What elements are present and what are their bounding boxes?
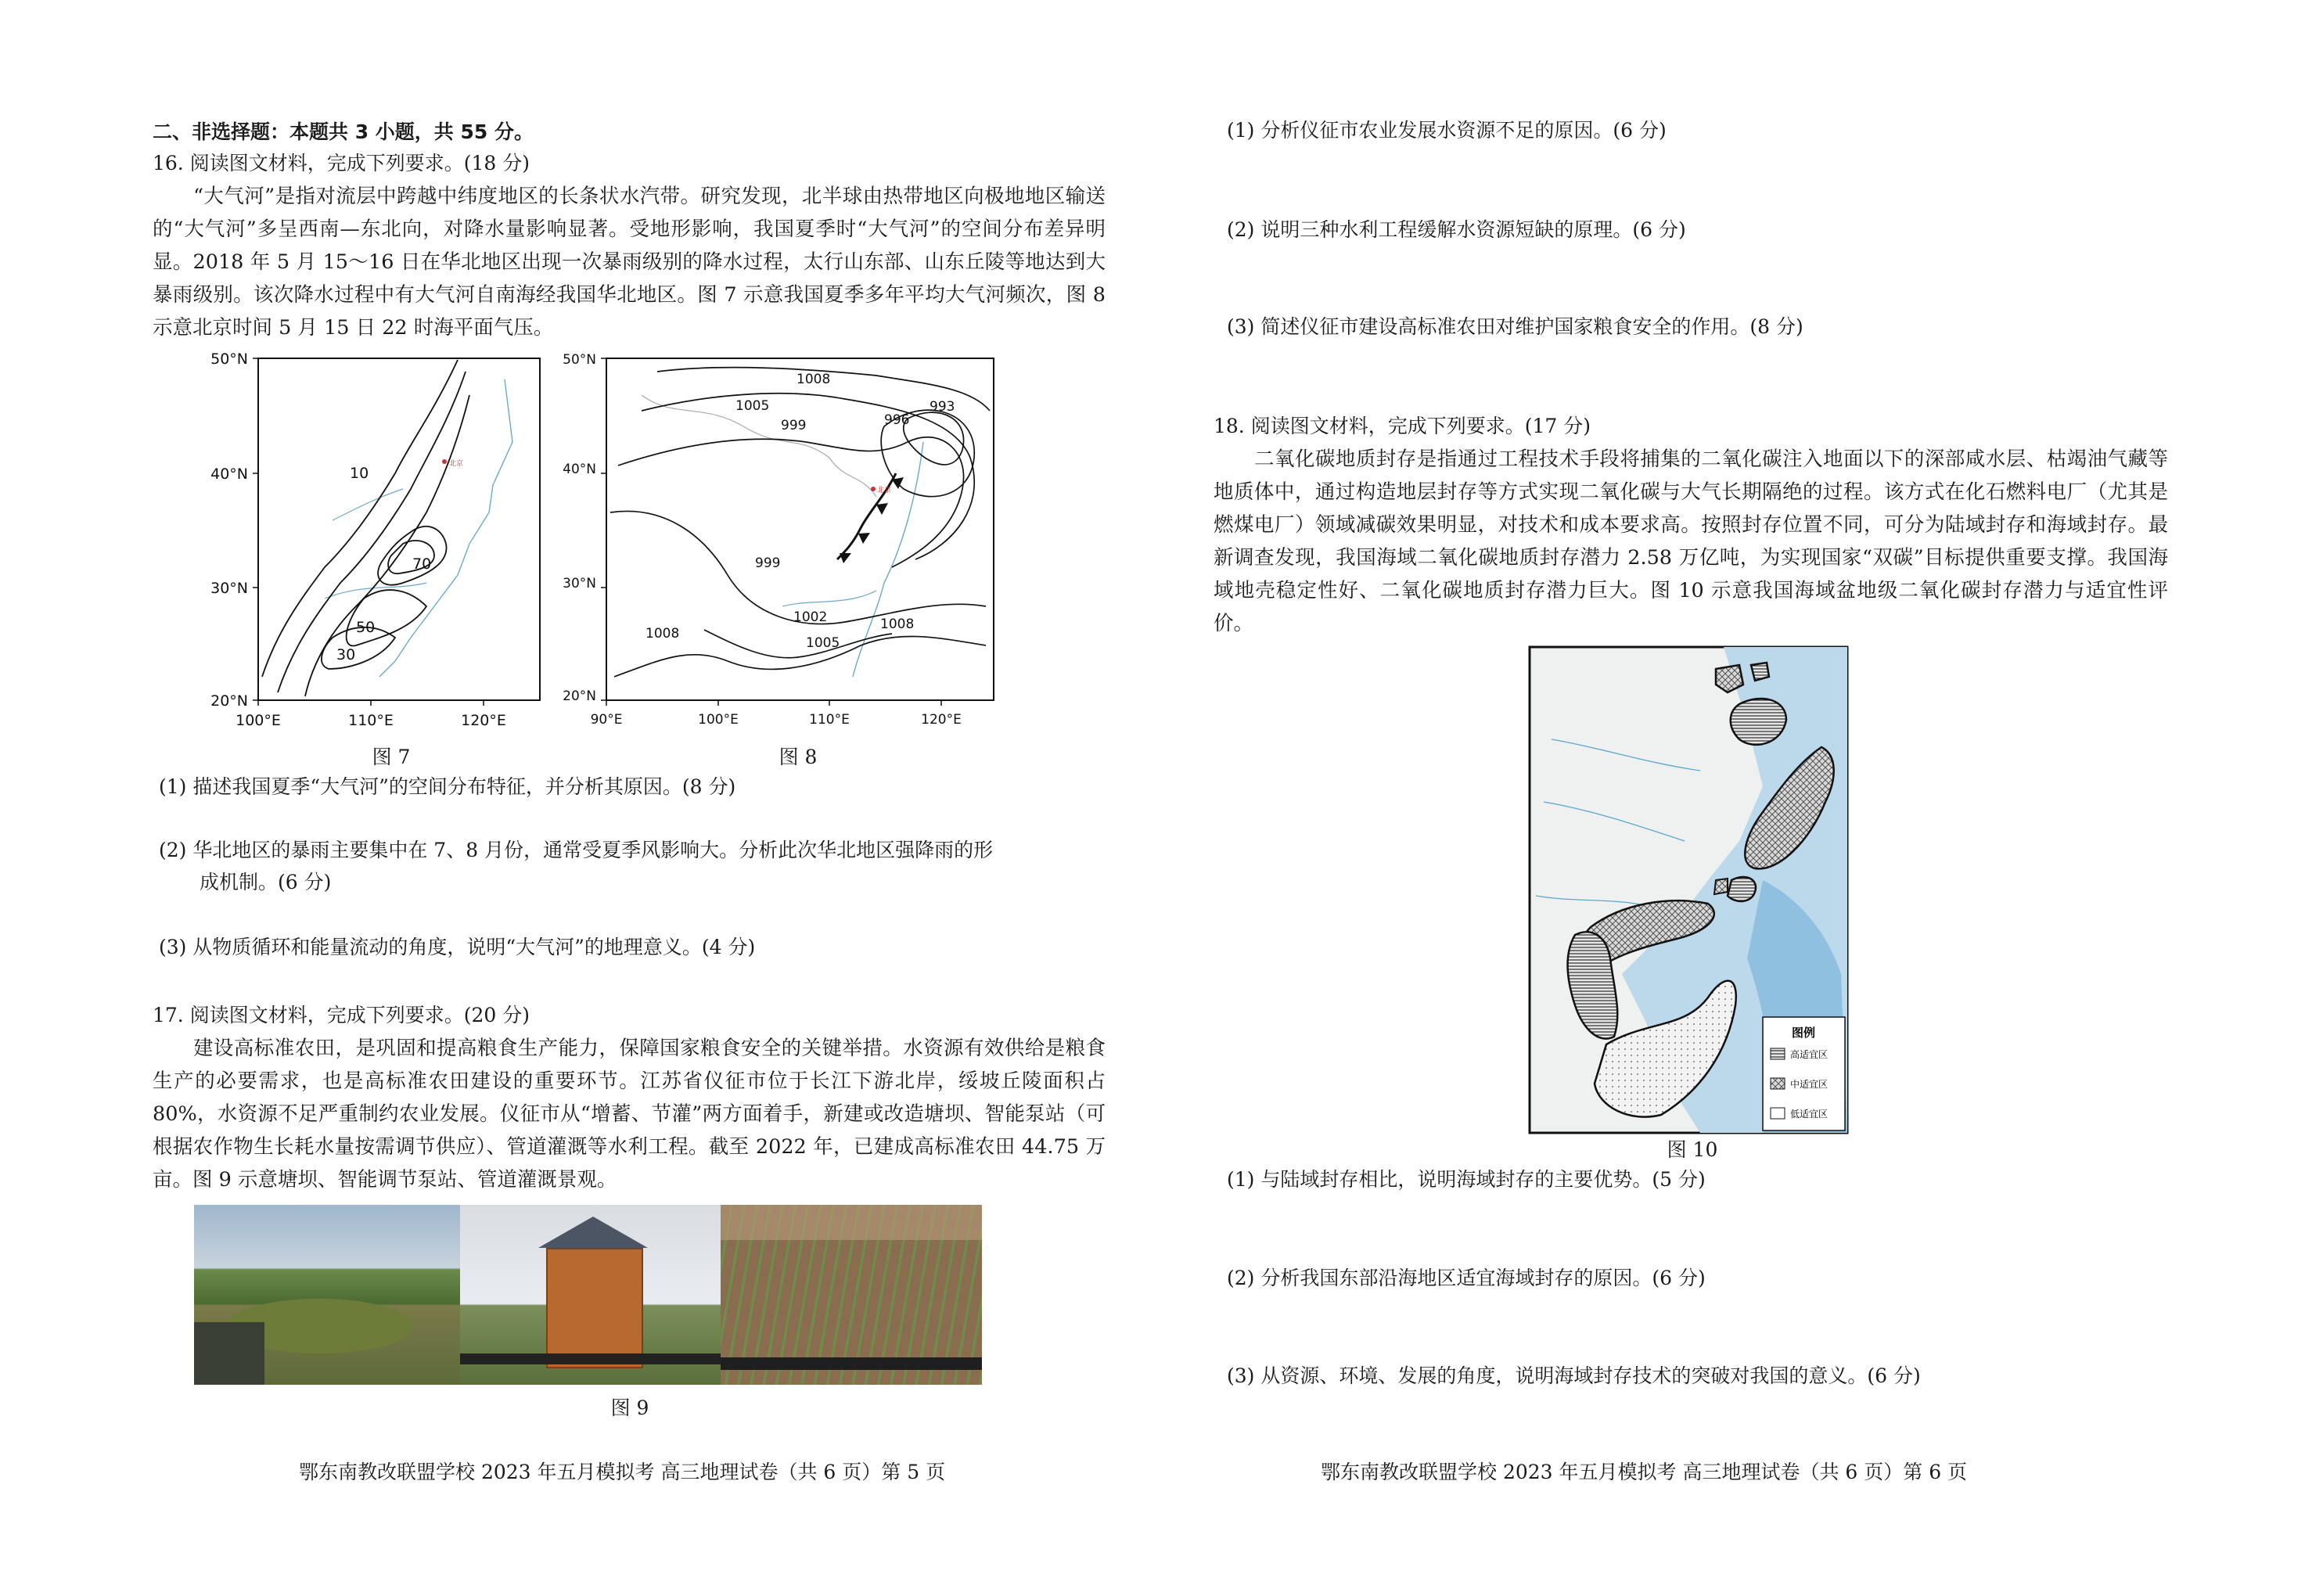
photo-pump-station [460,1205,721,1385]
q17-sub3: (3) 简述仪征市建设高标准农田对维护国家粮食安全的作用。(8 分) [1227,315,1803,338]
legend-label-mid: 中适宜区 [1790,1079,1829,1090]
pump-roof [538,1217,648,1248]
q17-sub1: (1) 分析仪征市农业发展水资源不足的原因。(6 分) [1227,119,1667,142]
fig7-xtick-2: 120°E [461,712,506,729]
q18-header: 18. 阅读图文材料，完成下列要求。(17 分) [1214,415,1591,437]
fig7-contour-label-50: 50 [356,619,376,636]
q18-sub1: (1) 与陆域封存相比，说明海域封存的主要优势。(5 分) [1227,1168,1706,1191]
pond-bank [194,1322,264,1385]
fig8-isobar-label-0: 1008 [797,372,831,387]
fig7-contour-label-10: 10 [350,465,369,482]
legend-swatch-high [1771,1048,1785,1059]
fig8-isobar-label-5: 999 [755,555,781,571]
q18-sub2: (2) 分析我国东部沿海地区适宜海域封存的原因。(6 分) [1227,1267,1706,1289]
fig8-caption: 图 8 [779,746,818,768]
fig9-caption: 图 9 [610,1396,649,1419]
page-6 [1152,0,2305,1596]
fig8-xtick-0: 90°E [590,712,623,728]
fig8-city-label: 北京 [877,487,892,494]
fig7-frame [258,358,540,700]
pump-pipe [460,1353,721,1364]
legend-swatch-low [1771,1108,1785,1119]
q17-header: 17. 阅读图文材料，完成下列要求。(20 分) [153,1004,530,1026]
fig8-ytick-3: 20°N [563,688,596,704]
footer-page-5: 鄂东南教改联盟学校 2023 年五月模拟考 高三地理试卷（共 6 页）第 5 页 [299,1461,946,1483]
q18-material: 二氧化碳地质封存是指通过工程技术手段将捕集的二氧化碳注入地面以下的深部咸水层、枯竭油气藏等地质体中，通过构造地层封存等方式实现二氧化碳与大气长期隔绝的过程。该方式在化石燃料电厂（尤其是燃煤电厂）领域减碳效果明显，对技术和成本要求高。按照封存位置不同，可分为陆域封存和海域封存。最新调查发现，我国海域二氧化碳地质封存潜力 2.58 万亿吨，为实现国家“双碳”目标提供重要支撑。我国海域地壳稳定性好、二氧化碳地质封存潜力巨大。图 10 示意我国海域盆地级二氧化碳封存潜力与适宜性评价。 [1214,448,2168,635]
fig8-ytick-2: 30°N [563,576,596,591]
fig8-isobar-label-2: 999 [781,418,807,433]
q16-sub1: (1) 描述我国夏季“大气河”的空间分布特征，并分析其原因。(8 分) [159,775,736,798]
fig7-contour-label-70: 70 [412,555,432,573]
fig7-ytick-2: 30°N [210,580,248,597]
section-title: 二、非选择题：本题共 3 小题，共 55 分。 [153,120,534,143]
photo-pond [194,1205,460,1385]
fig8-isobar-label-6: 1002 [793,609,828,625]
fig7-city-label: 北京 [449,460,464,468]
q16-sub2-line2: 成机制。(6 分) [200,871,332,893]
field-horizon [721,1205,982,1240]
irrigation-pipe [721,1357,982,1370]
q17-sub2: (2) 说明三种水利工程缓解水资源短缺的原理。(6 分) [1227,218,1686,241]
fig8-isobar-label-8: 1008 [645,626,680,642]
legend-label-low: 低适宜区 [1790,1109,1829,1120]
fig8-isobar-label-3: 996 [884,412,910,428]
legend-label-high: 高适宜区 [1790,1049,1829,1060]
figure-7-map [176,348,544,739]
fig8-xtick-3: 120°E [921,712,962,728]
legend-swatch-mid [1771,1078,1785,1089]
fig7-ytick-3: 20°N [210,692,248,710]
basin-north-small [1751,663,1769,681]
pump-door [546,1248,643,1368]
fig10-legend-title: 图例 [1791,1026,1816,1040]
fig10-caption: 图 10 [1667,1138,1718,1161]
q16-material: “大气河”是指对流层中跨越中纬度地区的长条状水汽带。研究发现，北半球由热带地区向极地地区输送的“大气河”多呈西南—东北向，对降水量影响显著。受地形影响，我国夏季时“大气河”的空间分布差异明显。2018 年 5 月 15～16 日在华北地区出现一次暴雨级别的降水过程，太行山东部、山东丘陵等地达到大暴雨级别。该次降水过程中有大气河自南海经我国华北地区。图 7 示意我国夏季多年平均大气河频次，图 8 示意北京时间 5 月 15 日 22 时海平面气压。 [153,185,1106,340]
fig8-isobar-label-4: 993 [930,399,955,415]
fig8-city-marker [871,487,876,491]
q16-header: 16. 阅读图文材料，完成下列要求。(18 分) [153,152,530,174]
fig7-contour-label-30: 30 [336,646,356,663]
fig7-xtick-0: 100°E [236,712,281,729]
fig7-city-marker [442,459,447,464]
q18-sub3: (3) 从资源、环境、发展的角度，说明海域封存技术的突破对我国的意义。(6 分) [1227,1364,1921,1387]
fig8-isobar-label-1: 1005 [735,398,770,414]
fig7-ytick-1: 40°N [210,466,248,483]
footer-page-6: 鄂东南教改联盟学校 2023 年五月模拟考 高三地理试卷（共 6 页）第 6 页 [1321,1461,1968,1483]
basin-taiwan [1728,877,1756,901]
fig8-ytick-0: 50°N [563,352,596,368]
fig7-ytick-0: 50°N [210,350,248,368]
basin-taiwan-west [1714,879,1728,894]
fig8-xtick-2: 110°E [809,712,850,728]
fig8-isobar-label-7: 1005 [806,635,840,651]
fig8-xtick-1: 100°E [698,712,739,728]
fig7-caption: 图 7 [372,746,411,768]
fig8-isobar-label-9: 1008 [880,616,915,632]
photo-pipe-irrigation [721,1205,982,1385]
q17-material: 建设高标准农田，是巩固和提高粮食生产能力，保障国家粮食安全的关键举措。水资源有效供给是粮食生产的必要需求，也是高标准农田建设的重要环节。江苏省仪征市位于长江下游北岸，绥坡丘陵面积占 80%，水资源不足严重制约农业发展。仪征市从“增蓄、节灌”两方面着手，新建或改造塘坝、智能泵站（可根据农作物生长耗水量按需调节供应）、管道灌溉等水利工程。截至 2022 年，已建成高标准农田 44.75 万亩。图 9 示意塘坝、智能调节泵站、管道灌溉景观。 [153,1037,1106,1192]
fig8-ytick-1: 40°N [563,462,596,477]
figure-10-map [1528,645,1849,1134]
fig7-xtick-1: 110°E [348,712,394,729]
page-5 [0,0,1152,1596]
q16-sub2-line1: (2) 华北地区的暴雨主要集中在 7、8 月份，通常受夏季风影响大。分析此次华北地区强降雨的形 [159,839,994,861]
figure-8-map [548,348,1009,739]
q16-sub3: (3) 从物质循环和能量流动的角度，说明“大气河”的地理意义。(4 分) [159,936,756,958]
